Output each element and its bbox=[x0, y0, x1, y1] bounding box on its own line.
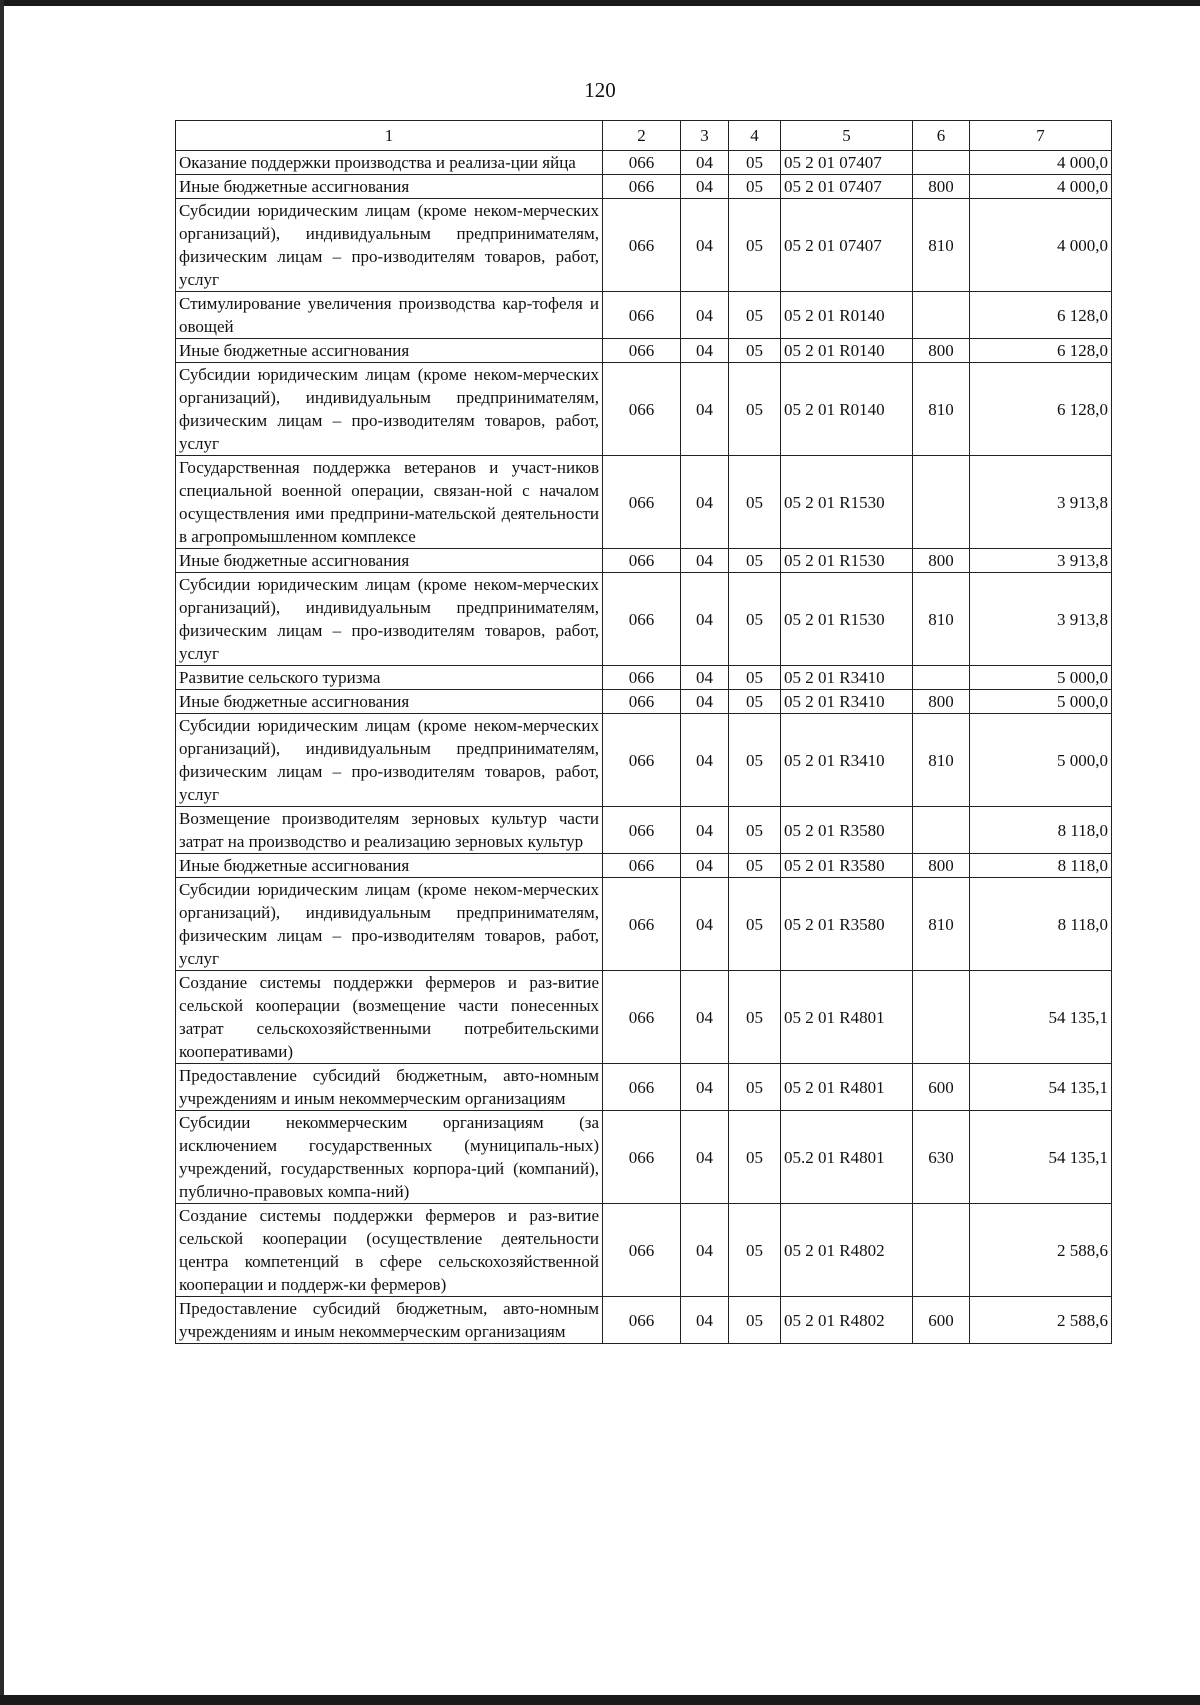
subsection-code-cell: 05 bbox=[729, 714, 781, 807]
subsection-code-cell: 05 bbox=[729, 1111, 781, 1204]
target-article-cell: 05 2 01 R1530 bbox=[781, 549, 913, 573]
header-row bbox=[176, 121, 1112, 151]
amount-cell: 3 913,8 bbox=[970, 573, 1112, 666]
page-number: 120 bbox=[584, 78, 616, 102]
ministry-code-cell: 066 bbox=[603, 878, 681, 971]
amount-cell: 3 913,8 bbox=[970, 456, 1112, 549]
ministry-code-cell: 066 bbox=[603, 1111, 681, 1204]
subsection-code-cell: 05 bbox=[729, 175, 781, 199]
expense-type-cell: 810 bbox=[913, 878, 970, 971]
expense-name-cell: Иные бюджетные ассигнования bbox=[176, 175, 603, 199]
ministry-code-cell: 066 bbox=[603, 339, 681, 363]
table-row bbox=[176, 573, 1112, 666]
amount-cell: 54 135,1 bbox=[970, 1111, 1112, 1204]
header-cell: 4 bbox=[729, 121, 781, 151]
section-code-cell: 04 bbox=[681, 714, 729, 807]
expense-name-cell: Субсидии юридическим лицам (кроме неком-мерческих организаций), индивидуальным предпринимателям, физическим лицам – про-изводителям товаров, работ, услуг bbox=[176, 363, 603, 456]
expense-name-cell: Создание системы поддержки фермеров и раз-витие сельской кооперации (возмещение части понесенных затрат сельскохозяйственными потребительскими кооперативами) bbox=[176, 971, 603, 1064]
scan-bottom-edge bbox=[0, 1695, 1200, 1705]
ministry-code-cell: 066 bbox=[603, 363, 681, 456]
expense-name-cell: Развитие сельского туризма bbox=[176, 666, 603, 690]
target-article-cell: 05 2 01 R4802 bbox=[781, 1204, 913, 1297]
expense-name-cell: Иные бюджетные ассигнования bbox=[176, 690, 603, 714]
expense-type-cell: 600 bbox=[913, 1297, 970, 1344]
header-cell: 1 bbox=[176, 121, 603, 151]
target-article-cell: 05 2 01 R1530 bbox=[781, 573, 913, 666]
expense-name-cell: Предоставление субсидий бюджетным, авто-номным учреждениям и иным некоммерческим организациям bbox=[176, 1297, 603, 1344]
expense-name-cell: Создание системы поддержки фермеров и раз-витие сельской кооперации (осуществление деятельности центра компетенций в сфере сельскохозяйственной кооперации и поддерж-ки фермеров) bbox=[176, 1204, 603, 1297]
target-article-cell: 05 2 01 R3410 bbox=[781, 690, 913, 714]
header-cell: 5 bbox=[781, 121, 913, 151]
ministry-code-cell: 066 bbox=[603, 1204, 681, 1297]
subsection-code-cell: 05 bbox=[729, 456, 781, 549]
amount-cell: 4 000,0 bbox=[970, 151, 1112, 175]
ministry-code-cell: 066 bbox=[603, 151, 681, 175]
amount-cell: 4 000,0 bbox=[970, 175, 1112, 199]
expense-type-cell bbox=[913, 666, 970, 690]
subsection-code-cell: 05 bbox=[729, 1204, 781, 1297]
expense-type-cell: 800 bbox=[913, 854, 970, 878]
table-row bbox=[176, 339, 1112, 363]
amount-cell: 3 913,8 bbox=[970, 549, 1112, 573]
table-row bbox=[176, 292, 1112, 339]
target-article-cell: 05 2 01 R3410 bbox=[781, 666, 913, 690]
target-article-cell: 05 2 01 R4801 bbox=[781, 1064, 913, 1111]
target-article-cell: 05 2 01 07407 bbox=[781, 175, 913, 199]
expense-name-cell: Субсидии юридическим лицам (кроме неком-мерческих организаций), индивидуальным предпринимателям, физическим лицам – про-изводителям товаров, работ, услуг bbox=[176, 878, 603, 971]
subsection-code-cell: 05 bbox=[729, 971, 781, 1064]
expense-name-cell: Возмещение производителям зерновых культур части затрат на производство и реализацию зерновых культур bbox=[176, 807, 603, 854]
amount-cell: 5 000,0 bbox=[970, 714, 1112, 807]
amount-cell: 6 128,0 bbox=[970, 363, 1112, 456]
subsection-code-cell: 05 bbox=[729, 573, 781, 666]
subsection-code-cell: 05 bbox=[729, 666, 781, 690]
section-code-cell: 04 bbox=[681, 1204, 729, 1297]
table-row bbox=[176, 714, 1112, 807]
subsection-code-cell: 05 bbox=[729, 549, 781, 573]
amount-cell: 5 000,0 bbox=[970, 690, 1112, 714]
section-code-cell: 04 bbox=[681, 690, 729, 714]
section-code-cell: 04 bbox=[681, 456, 729, 549]
subsection-code-cell: 05 bbox=[729, 807, 781, 854]
amount-cell: 6 128,0 bbox=[970, 339, 1112, 363]
section-code-cell: 04 bbox=[681, 807, 729, 854]
table-row bbox=[176, 690, 1112, 714]
section-code-cell: 04 bbox=[681, 1297, 729, 1344]
ministry-code-cell: 066 bbox=[603, 854, 681, 878]
table-row bbox=[176, 854, 1112, 878]
expense-type-cell: 810 bbox=[913, 363, 970, 456]
table-row bbox=[176, 199, 1112, 292]
amount-cell: 54 135,1 bbox=[970, 971, 1112, 1064]
section-code-cell: 04 bbox=[681, 878, 729, 971]
expense-type-cell: 810 bbox=[913, 199, 970, 292]
expense-name-cell: Стимулирование увеличения производства кар-тофеля и овощей bbox=[176, 292, 603, 339]
target-article-cell: 05 2 01 07407 bbox=[781, 151, 913, 175]
table-row bbox=[176, 1064, 1112, 1111]
section-code-cell: 04 bbox=[681, 339, 729, 363]
target-article-cell: 05.2 01 R4801 bbox=[781, 1111, 913, 1204]
expense-name-cell: Субсидии юридическим лицам (кроме неком-мерческих организаций), индивидуальным предпринимателям, физическим лицам – про-изводителям товаров, работ, услуг bbox=[176, 573, 603, 666]
ministry-code-cell: 066 bbox=[603, 690, 681, 714]
amount-cell: 5 000,0 bbox=[970, 666, 1112, 690]
budget-table bbox=[175, 120, 1112, 1344]
expense-name-cell: Субсидии юридическим лицам (кроме неком-мерческих организаций), индивидуальным предпринимателям, физическим лицам – про-изводителям товаров, работ, услуг bbox=[176, 714, 603, 807]
subsection-code-cell: 05 bbox=[729, 1297, 781, 1344]
expense-type-cell: 800 bbox=[913, 175, 970, 199]
ministry-code-cell: 066 bbox=[603, 549, 681, 573]
expense-type-cell: 800 bbox=[913, 549, 970, 573]
ministry-code-cell: 066 bbox=[603, 971, 681, 1064]
expense-type-cell bbox=[913, 151, 970, 175]
header-cell: 6 bbox=[913, 121, 970, 151]
subsection-code-cell: 05 bbox=[729, 339, 781, 363]
table-row bbox=[176, 456, 1112, 549]
table-row bbox=[176, 1111, 1112, 1204]
section-code-cell: 04 bbox=[681, 175, 729, 199]
target-article-cell: 05 2 01 R3410 bbox=[781, 714, 913, 807]
amount-cell: 2 588,6 bbox=[970, 1204, 1112, 1297]
subsection-code-cell: 05 bbox=[729, 1064, 781, 1111]
section-code-cell: 04 bbox=[681, 549, 729, 573]
ministry-code-cell: 066 bbox=[603, 292, 681, 339]
expense-type-cell bbox=[913, 1204, 970, 1297]
subsection-code-cell: 05 bbox=[729, 878, 781, 971]
expense-name-cell: Субсидии юридическим лицам (кроме неком-мерческих организаций), индивидуальным предпринимателям, физическим лицам – про-изводителям товаров, работ, услуг bbox=[176, 199, 603, 292]
scan-left-edge bbox=[0, 0, 4, 1705]
expense-name-cell: Государственная поддержка ветеранов и участ-ников специальной военной операции, связан-ной с началом осуществления ими предприни-мательской деятельности в агропромышленном комплексе bbox=[176, 456, 603, 549]
expense-type-cell bbox=[913, 456, 970, 549]
section-code-cell: 04 bbox=[681, 1064, 729, 1111]
expense-type-cell: 800 bbox=[913, 690, 970, 714]
section-code-cell: 04 bbox=[681, 151, 729, 175]
table-row bbox=[176, 151, 1112, 175]
section-code-cell: 04 bbox=[681, 199, 729, 292]
expense-type-cell bbox=[913, 971, 970, 1064]
amount-cell: 8 118,0 bbox=[970, 878, 1112, 971]
ministry-code-cell: 066 bbox=[603, 1297, 681, 1344]
expense-name-cell: Предоставление субсидий бюджетным, авто-номным учреждениям и иным некоммерческим организациям bbox=[176, 1064, 603, 1111]
ministry-code-cell: 066 bbox=[603, 714, 681, 807]
section-code-cell: 04 bbox=[681, 292, 729, 339]
expense-name-cell: Иные бюджетные ассигнования bbox=[176, 854, 603, 878]
table-row bbox=[176, 549, 1112, 573]
subsection-code-cell: 05 bbox=[729, 690, 781, 714]
table-row bbox=[176, 666, 1112, 690]
target-article-cell: 05 2 01 R3580 bbox=[781, 878, 913, 971]
target-article-cell: 05 2 01 R0140 bbox=[781, 339, 913, 363]
section-code-cell: 04 bbox=[681, 854, 729, 878]
amount-cell: 8 118,0 bbox=[970, 854, 1112, 878]
target-article-cell: 05 2 01 R0140 bbox=[781, 292, 913, 339]
ministry-code-cell: 066 bbox=[603, 807, 681, 854]
expense-type-cell bbox=[913, 292, 970, 339]
expense-name-cell: Иные бюджетные ассигнования bbox=[176, 339, 603, 363]
section-code-cell: 04 bbox=[681, 1111, 729, 1204]
ministry-code-cell: 066 bbox=[603, 1064, 681, 1111]
target-article-cell: 05 2 01 R3580 bbox=[781, 854, 913, 878]
expense-type-cell: 630 bbox=[913, 1111, 970, 1204]
expense-type-cell: 800 bbox=[913, 339, 970, 363]
header-cell: 3 bbox=[681, 121, 729, 151]
subsection-code-cell: 05 bbox=[729, 363, 781, 456]
subsection-code-cell: 05 bbox=[729, 292, 781, 339]
subsection-code-cell: 05 bbox=[729, 854, 781, 878]
target-article-cell: 05 2 01 R1530 bbox=[781, 456, 913, 549]
amount-cell: 54 135,1 bbox=[970, 1064, 1112, 1111]
expense-type-cell: 810 bbox=[913, 573, 970, 666]
header-cell: 2 bbox=[603, 121, 681, 151]
table-row bbox=[176, 971, 1112, 1064]
section-code-cell: 04 bbox=[681, 971, 729, 1064]
ministry-code-cell: 066 bbox=[603, 199, 681, 292]
section-code-cell: 04 bbox=[681, 363, 729, 456]
subsection-code-cell: 05 bbox=[729, 151, 781, 175]
table-row bbox=[176, 878, 1112, 971]
target-article-cell: 05 2 01 R4801 bbox=[781, 971, 913, 1064]
target-article-cell: 05 2 01 07407 bbox=[781, 199, 913, 292]
table-row bbox=[176, 363, 1112, 456]
subsection-code-cell: 05 bbox=[729, 199, 781, 292]
table-row bbox=[176, 807, 1112, 854]
table-row bbox=[176, 1204, 1112, 1297]
scan-top-edge bbox=[0, 0, 1200, 6]
amount-cell: 2 588,6 bbox=[970, 1297, 1112, 1344]
expense-type-cell: 810 bbox=[913, 714, 970, 807]
expense-name-cell: Оказание поддержки производства и реализа-ции яйца bbox=[176, 151, 603, 175]
ministry-code-cell: 066 bbox=[603, 666, 681, 690]
section-code-cell: 04 bbox=[681, 666, 729, 690]
ministry-code-cell: 066 bbox=[603, 456, 681, 549]
table-body bbox=[176, 151, 1112, 1344]
table-row bbox=[176, 1297, 1112, 1344]
target-article-cell: 05 2 01 R3580 bbox=[781, 807, 913, 854]
section-code-cell: 04 bbox=[681, 573, 729, 666]
ministry-code-cell: 066 bbox=[603, 573, 681, 666]
target-article-cell: 05 2 01 R0140 bbox=[781, 363, 913, 456]
amount-cell: 6 128,0 bbox=[970, 292, 1112, 339]
table-row bbox=[176, 175, 1112, 199]
expense-type-cell: 600 bbox=[913, 1064, 970, 1111]
amount-cell: 4 000,0 bbox=[970, 199, 1112, 292]
target-article-cell: 05 2 01 R4802 bbox=[781, 1297, 913, 1344]
expense-name-cell: Субсидии некоммерческим организациям (за исключением государственных (муниципаль-ных) учреждений, государственных корпора-ций (компаний), публично-правовых компа-ний) bbox=[176, 1111, 603, 1204]
expense-type-cell bbox=[913, 807, 970, 854]
amount-cell: 8 118,0 bbox=[970, 807, 1112, 854]
header-cell: 7 bbox=[970, 121, 1112, 151]
ministry-code-cell: 066 bbox=[603, 175, 681, 199]
expense-name-cell: Иные бюджетные ассигнования bbox=[176, 549, 603, 573]
